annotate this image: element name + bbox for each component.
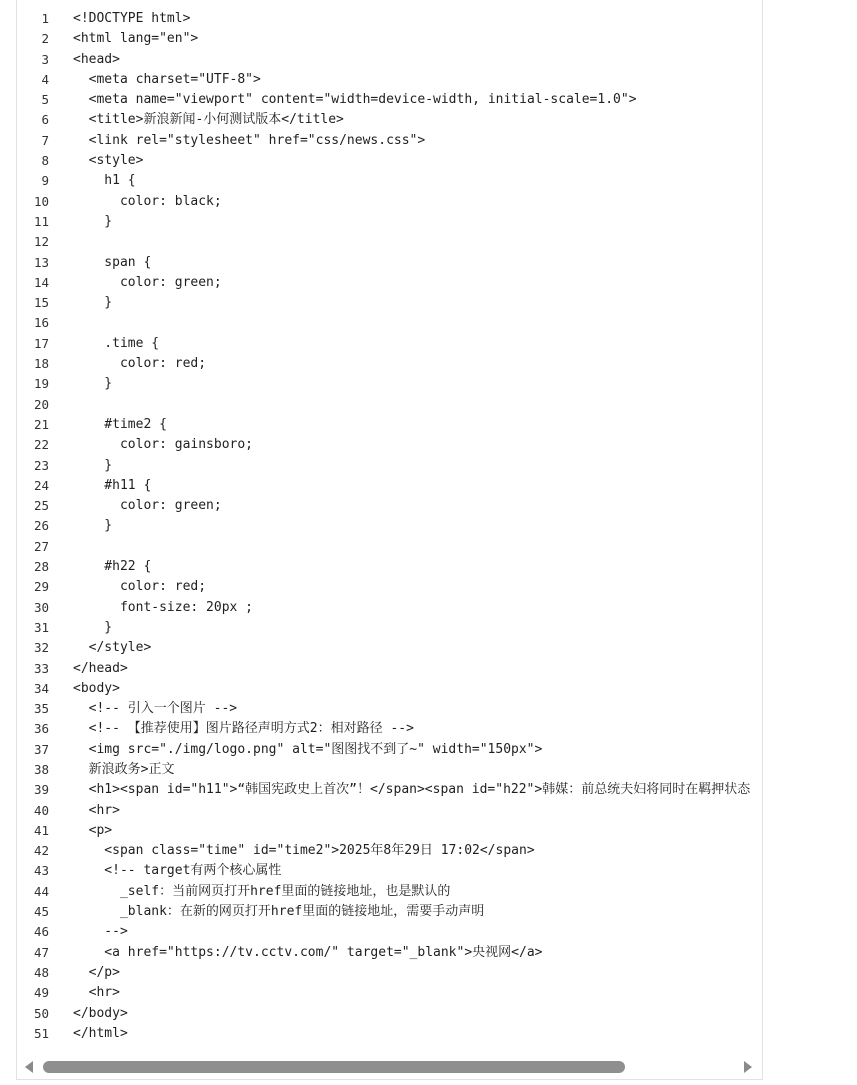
line-number: 46 [33, 924, 49, 940]
code-line [17, 598, 762, 618]
code-text: <style> [73, 153, 144, 169]
code-line [17, 740, 762, 760]
code-line [17, 516, 762, 536]
code-line [17, 577, 762, 597]
code-line [17, 334, 762, 354]
line-number: 5 [41, 92, 49, 108]
code-line [17, 1004, 762, 1024]
line-number: 6 [41, 112, 49, 128]
code-block [17, 9, 762, 1044]
code-text: color: black; [73, 193, 222, 209]
code-text: } [73, 619, 113, 635]
line-number: 17 [33, 335, 49, 351]
code-line [17, 435, 762, 455]
line-number: 37 [33, 741, 49, 757]
code-text: <link rel="stylesheet" href="css/news.css"> [73, 132, 426, 148]
line-number: 22 [33, 437, 49, 453]
code-line [17, 659, 762, 679]
code-line [17, 496, 762, 516]
code-line [17, 1024, 762, 1044]
code-text: #time2 { [73, 416, 167, 432]
code-line [17, 861, 762, 881]
code-line [17, 456, 762, 476]
code-text: <body> [73, 680, 120, 696]
code-line [17, 273, 762, 293]
code-text: <!-- target有两个核心属性 [73, 863, 282, 879]
code-line [17, 760, 762, 780]
code-text: _self：当前网页打开href里面的链接地址，也是默认的 [73, 883, 451, 899]
code-text: #h22 { [73, 559, 152, 575]
code-text: span { [73, 254, 152, 270]
line-number: 49 [33, 985, 49, 1001]
code-text: <meta name="viewport" content="width=device-width, initial-scale=1.0"> [73, 92, 637, 108]
code-text: color: green; [73, 274, 222, 290]
line-number: 35 [33, 701, 49, 717]
code-line [17, 374, 762, 394]
code-line [17, 557, 762, 577]
code-text: color: red; [73, 356, 207, 372]
line-number: 16 [33, 315, 49, 331]
code-line [17, 943, 762, 963]
line-number: 40 [33, 802, 49, 818]
code-line [17, 638, 762, 658]
code-line [17, 719, 762, 739]
code-text: <span class="time" id="time2">2025年8年29日 17:02</span> [73, 843, 535, 859]
line-number: 47 [33, 944, 49, 960]
code-text: <meta charset="UTF-8"> [73, 71, 261, 87]
code-text: <!-- 引入一个图片 --> [73, 701, 238, 717]
code-line [17, 9, 762, 29]
code-line [17, 841, 762, 861]
line-number: 15 [33, 295, 49, 311]
code-text: <title>新浪新闻-小何测试版本</title> [73, 112, 344, 128]
code-text: color: gainsboro; [73, 437, 254, 453]
line-number: 34 [33, 680, 49, 696]
code-line [17, 232, 762, 252]
code-text: <hr> [73, 802, 120, 818]
code-line [17, 395, 762, 415]
line-number: 4 [41, 71, 49, 87]
line-number: 9 [41, 173, 49, 189]
code-line [17, 882, 762, 902]
line-number: 39 [33, 782, 49, 798]
line-number: 28 [33, 559, 49, 575]
code-line [17, 983, 762, 1003]
line-number: 18 [33, 356, 49, 372]
code-line [17, 476, 762, 496]
line-number: 12 [33, 234, 49, 250]
code-line [17, 679, 762, 699]
code-text: } [73, 295, 113, 311]
scrollbar-thumb[interactable] [43, 1061, 625, 1073]
code-line [17, 50, 762, 70]
line-number: 14 [33, 274, 49, 290]
line-number: 36 [33, 721, 49, 737]
code-text: </body> [73, 1005, 128, 1021]
line-number: 45 [33, 904, 49, 920]
code-text: #h11 { [73, 477, 152, 493]
code-line [17, 780, 762, 800]
code-line [17, 354, 762, 374]
code-line [17, 902, 762, 922]
line-number: 44 [33, 883, 49, 899]
code-text: } [73, 213, 113, 229]
code-text: _blank：在新的网页打开href里面的链接地址，需要手动声明 [73, 904, 485, 920]
line-number: 33 [33, 660, 49, 676]
line-number: 3 [41, 51, 49, 67]
code-text: <hr> [73, 985, 120, 1001]
line-number: 50 [33, 1005, 49, 1021]
code-text: } [73, 376, 113, 392]
code-text: <img src="./img/logo.png" alt="图图找不到了~" width="150px"> [73, 741, 543, 757]
horizontal-scrollbar[interactable] [17, 1057, 762, 1075]
line-number: 13 [33, 254, 49, 270]
line-number: 8 [41, 153, 49, 169]
line-number: 27 [33, 538, 49, 554]
line-number: 23 [33, 457, 49, 473]
line-number: 19 [33, 376, 49, 392]
code-text: </style> [73, 640, 152, 656]
code-line [17, 253, 762, 273]
code-text: --> [73, 924, 128, 940]
code-line [17, 29, 762, 49]
code-line [17, 293, 762, 313]
line-number: 30 [33, 599, 49, 615]
line-number: 41 [33, 822, 49, 838]
code-line [17, 618, 762, 638]
code-text: } [73, 518, 113, 534]
line-number: 21 [33, 416, 49, 432]
line-number: 2 [41, 31, 49, 47]
scroll-left-arrow-icon[interactable] [25, 1061, 33, 1073]
code-line [17, 131, 762, 151]
code-line [17, 537, 762, 557]
line-number: 43 [33, 863, 49, 879]
code-text: <!-- 【推荐使用】图片路径声明方式2：相对路径 --> [73, 721, 414, 737]
line-number: 20 [33, 396, 49, 412]
scrollbar-track[interactable] [43, 1061, 736, 1073]
scroll-right-arrow-icon[interactable] [744, 1061, 752, 1073]
code-line [17, 70, 762, 90]
line-number: 11 [33, 213, 49, 229]
line-number: 7 [41, 132, 49, 148]
code-line [17, 821, 762, 841]
line-number: 24 [33, 477, 49, 493]
code-text: <!DOCTYPE html> [73, 11, 191, 26]
code-text: <a href="https://tv.cctv.com/" target="_blank">央视网</a> [73, 944, 543, 960]
code-line [17, 110, 762, 130]
code-text: color: green; [73, 498, 222, 514]
line-number: 10 [33, 193, 49, 209]
code-line [17, 313, 762, 333]
code-text: <html lang="en"> [73, 31, 199, 47]
code-text: <p> [73, 822, 113, 838]
line-number: 42 [33, 843, 49, 859]
code-viewer [16, 0, 763, 1080]
code-text: <head> [73, 51, 120, 67]
code-text: <h1><span id="h11">“韩国宪政史上首次”！</span><span id="h22">韩媒：前总统夫妇将同时在羁押状态 [73, 782, 751, 798]
code-line [17, 151, 762, 171]
code-line [17, 171, 762, 191]
code-line [17, 699, 762, 719]
code-line [17, 415, 762, 435]
code-text: </html> [73, 1025, 128, 1041]
code-text: h1 { [73, 173, 136, 189]
code-line [17, 192, 762, 212]
line-number: 31 [33, 619, 49, 635]
line-number: 26 [33, 518, 49, 534]
code-line [17, 212, 762, 232]
code-text: } [73, 457, 113, 473]
code-text: .time { [73, 335, 160, 351]
line-number: 48 [33, 964, 49, 980]
line-number: 51 [33, 1025, 49, 1041]
code-line [17, 922, 762, 942]
line-number: 29 [33, 579, 49, 595]
code-line [17, 801, 762, 821]
line-number: 38 [33, 761, 49, 777]
line-number: 1 [41, 11, 49, 26]
code-text: 新浪政务>正文 [73, 761, 175, 777]
line-number: 25 [33, 498, 49, 514]
code-line [17, 963, 762, 983]
line-number: 32 [33, 640, 49, 656]
code-text: color: red; [73, 579, 207, 595]
code-line [17, 90, 762, 110]
code-text: </head> [73, 660, 128, 676]
code-text: </p> [73, 964, 120, 980]
code-text: font-size: 20px ; [73, 599, 254, 615]
